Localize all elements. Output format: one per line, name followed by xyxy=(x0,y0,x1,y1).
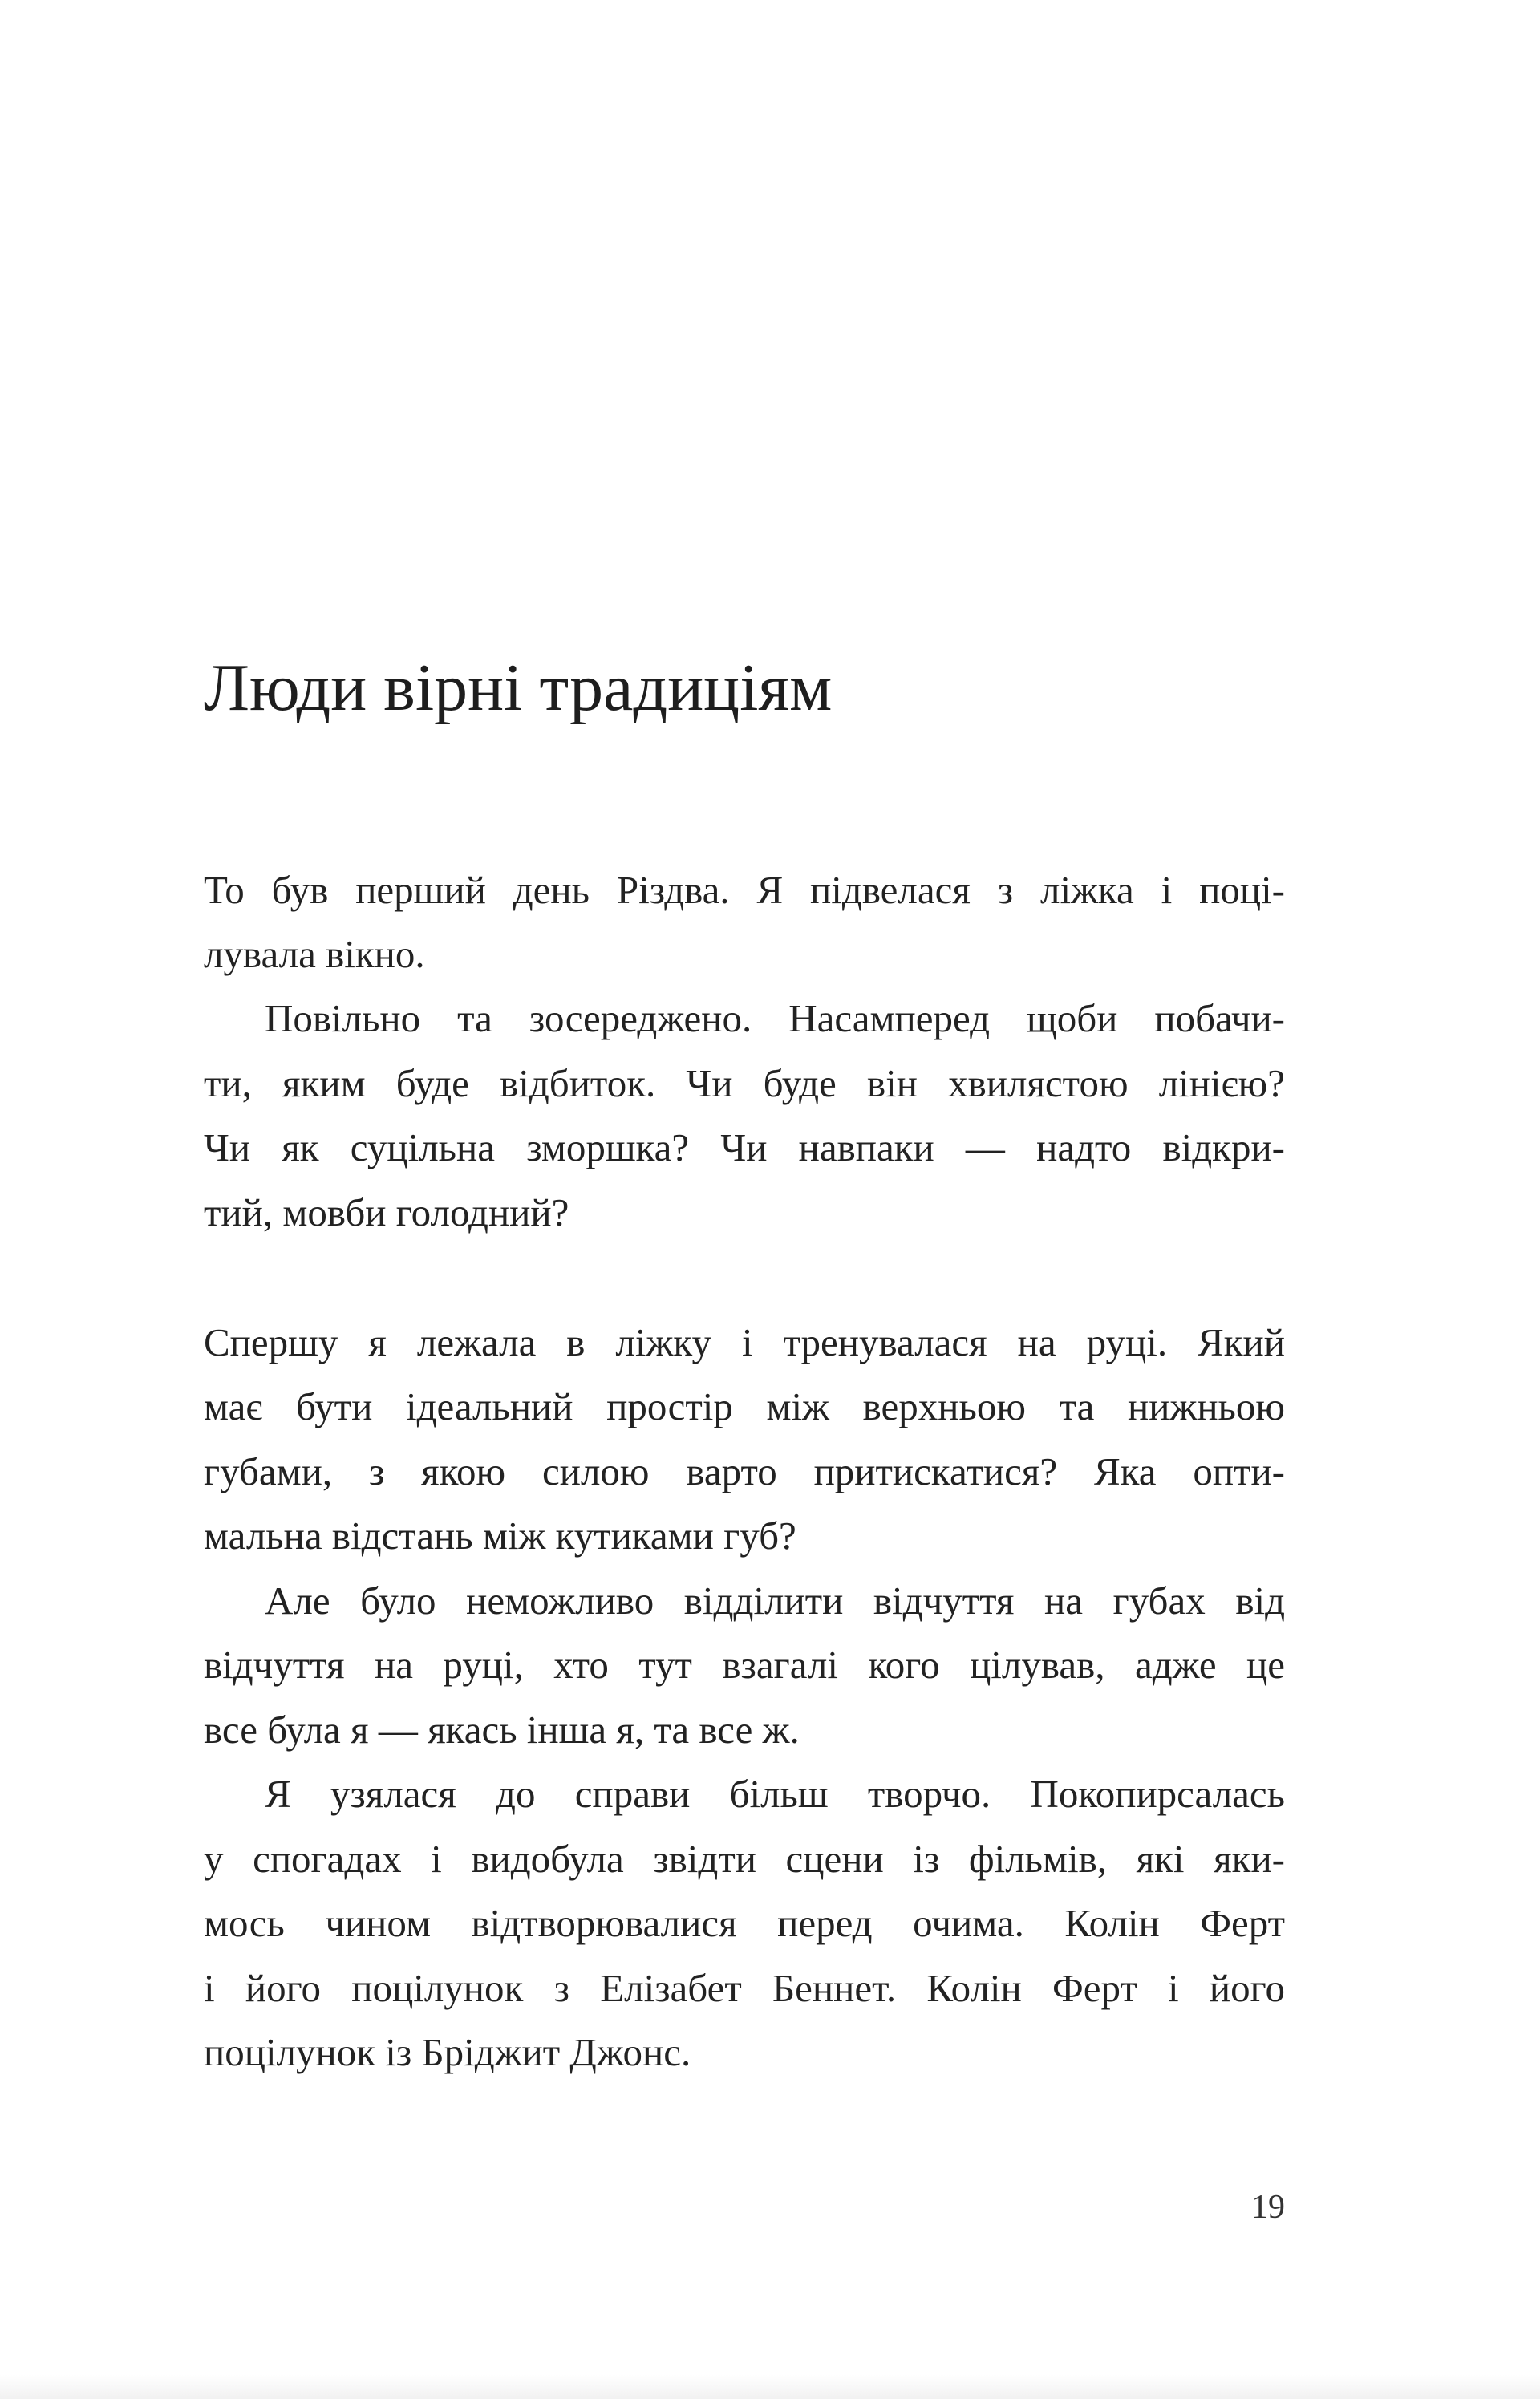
text-line: поцілунок із Бріджит Джонс. xyxy=(204,2030,691,2074)
text-line: губами, з якою силою варто притискатися? Яка опти- xyxy=(204,1449,1285,1493)
text-line: і його поцілунок з Елізабет Беннет. Колін Ферт і його xyxy=(204,1966,1285,2010)
text-line: Спершу я лежала в ліжку і тренувалася на руці. Який xyxy=(204,1320,1285,1364)
text-line: тий, мовби голодний? xyxy=(204,1190,569,1234)
chapter-title: Люди вірні традиціям xyxy=(204,650,833,725)
text-line: мось чином відтворювалися перед очима. Колін Ферт xyxy=(204,1901,1285,1945)
page-number: 19 xyxy=(1251,2189,1285,2226)
text-line: відчуття на руці, хто тут взагалі кого цілував, адже це xyxy=(204,1643,1285,1687)
text-line: у спогадах і видобула звідти сцени із фільмів, які яки- xyxy=(204,1837,1285,1881)
text-line: Але було неможливо відділити відчуття на губах від xyxy=(265,1578,1285,1623)
text-line: Я узялася до справи більш творчо. Покопирсалась xyxy=(265,1772,1285,1816)
page-bottom-edge xyxy=(0,2375,1540,2399)
text-line: То був перший день Різдва. Я підвелася з ліжка і поці- xyxy=(204,868,1285,912)
text-line: лувала вікно. xyxy=(204,932,425,976)
text-line: має бути ідеальний простір між верхньою та нижньою xyxy=(204,1384,1285,1428)
text-line: Повільно та зосереджено. Насамперед щоби побачи- xyxy=(265,996,1285,1040)
text-line: Чи як суцільна зморшка? Чи навпаки — надто відкри- xyxy=(204,1125,1285,1169)
text-line: все була я — якась інша я, та все ж. xyxy=(204,1708,800,1752)
text-line: ти, яким буде відбиток. Чи буде він хвилястою лінією? xyxy=(204,1061,1285,1105)
text-line: мальна відстань між кутиками губ? xyxy=(204,1514,796,1558)
